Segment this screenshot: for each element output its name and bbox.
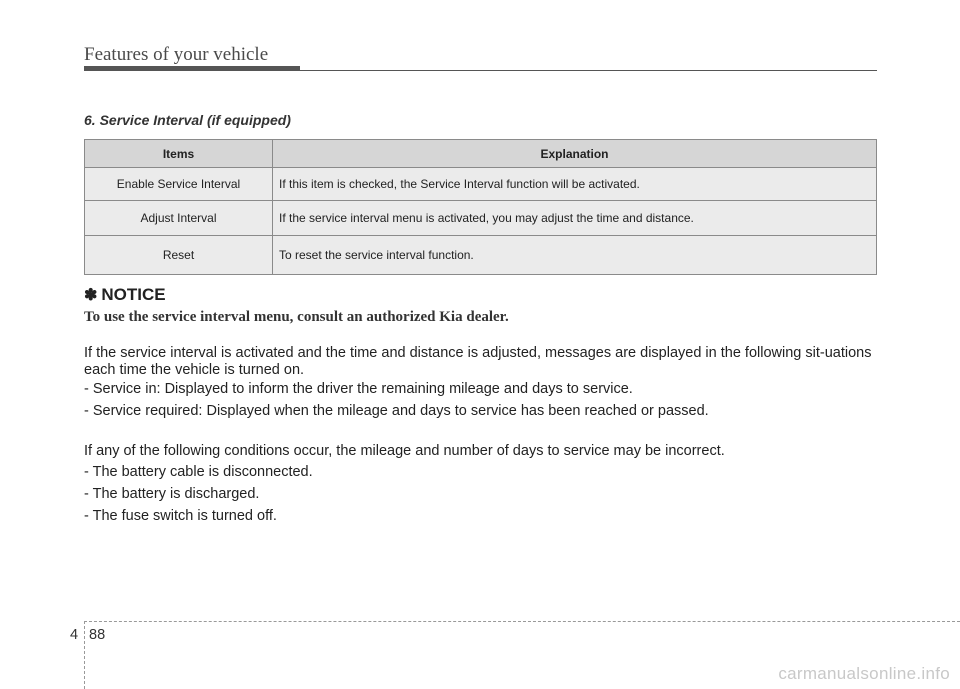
footer-vertical-divider [84, 621, 85, 689]
table-row [85, 236, 877, 275]
header-rule-thick [84, 66, 300, 71]
table-cell-item: Adjust Interval [85, 201, 273, 236]
table-cell-explanation: If the service interval menu is activated, you may adjust the time and distance. [273, 201, 877, 236]
list-item: - The battery is discharged. [84, 486, 260, 502]
table-cell-explanation: To reset the service interval function. [273, 236, 877, 275]
table-cell-explanation: If this item is checked, the Service Interval function will be activated. [273, 168, 877, 201]
table-cell-item: Enable Service Interval [85, 168, 273, 201]
notice-asterisk-icon: ✽ [84, 287, 98, 304]
notice-title: NOTICE [101, 285, 166, 304]
table-cell-item: Reset [85, 236, 273, 275]
column-header-items: Items [85, 140, 273, 168]
table-row [85, 201, 877, 236]
notice-subtitle: To use the service interval menu, consult an authorized Kia dealer. [84, 309, 509, 325]
footer-divider [84, 621, 960, 622]
service-interval-table [84, 139, 877, 275]
list-item: - The battery cable is disconnected. [84, 464, 313, 480]
page-header-title: Features of your vehicle [84, 44, 269, 65]
header-rule-thin [300, 70, 877, 71]
notice-paragraph-1: If the service interval is activated and the time and distance is adjusted, messages are displayed in the following sit-uations each time the vehicle is turned on. [84, 345, 872, 378]
list-item: - Service required: Displayed when the mileage and days to service has been reached or passed. [84, 403, 709, 419]
table-header-row [85, 140, 877, 168]
watermark-text: carmanualsonline.info [778, 664, 950, 683]
list-item: - The fuse switch is turned off. [84, 508, 277, 524]
chapter-number: 4 [70, 627, 79, 643]
notice-heading [84, 285, 166, 305]
table-row [85, 168, 877, 201]
list-item: - Service in: Displayed to inform the driver the remaining mileage and days to service. [84, 381, 633, 397]
page-number: 88 [89, 627, 106, 643]
notice-paragraph-2: If any of the following conditions occur, the mileage and number of days to service may be incorrect. [84, 443, 725, 459]
section-title: 6. Service Interval (if equipped) [84, 112, 291, 128]
column-header-explanation: Explanation [273, 140, 877, 168]
